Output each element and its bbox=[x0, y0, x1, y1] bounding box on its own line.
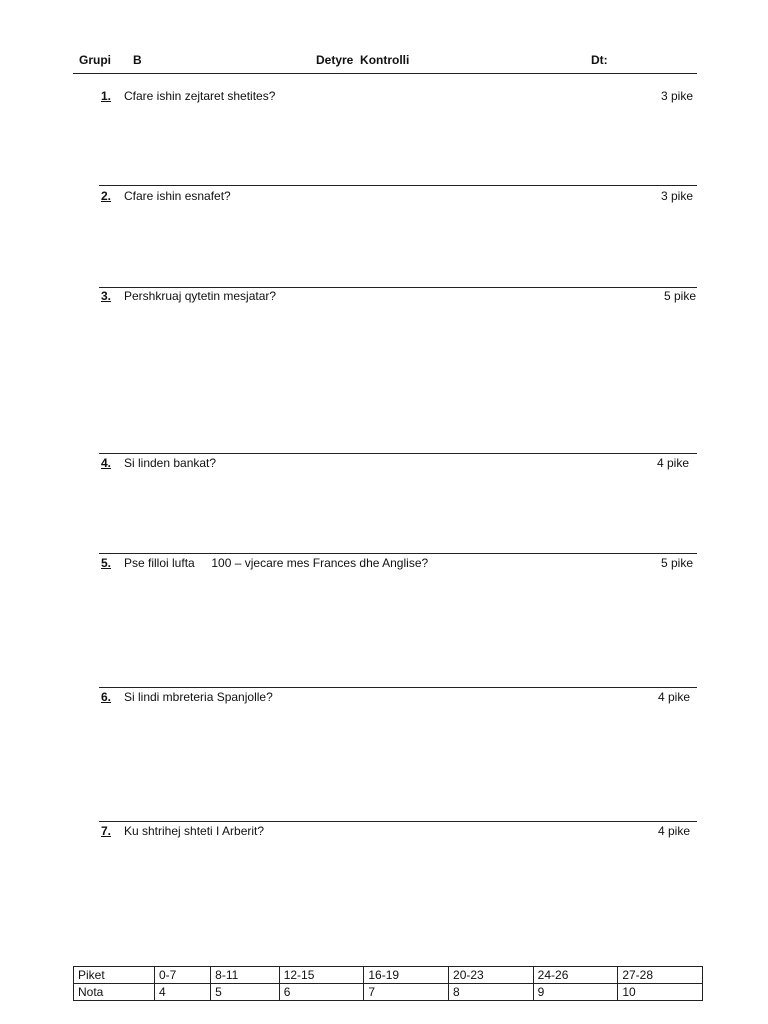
question-number: 6. bbox=[101, 690, 112, 704]
table-cell: 20-23 bbox=[449, 967, 534, 984]
question-number: 4. bbox=[101, 456, 112, 470]
table-cell: 12-15 bbox=[279, 967, 364, 984]
table-cell: 27-28 bbox=[618, 967, 703, 984]
table-cell: 24-26 bbox=[533, 967, 618, 984]
question-points: 3 pike bbox=[660, 89, 693, 103]
table-cell: Piket bbox=[74, 967, 155, 984]
table-cell: Nota bbox=[74, 984, 155, 1001]
question-text: Ku shtrihej shteti I Arberit? bbox=[124, 824, 265, 838]
question-points: 4 pike bbox=[656, 456, 689, 470]
answer-divider bbox=[99, 185, 697, 186]
question-number: 7. bbox=[101, 824, 112, 838]
answer-divider bbox=[99, 453, 697, 454]
question-number: 2. bbox=[101, 189, 112, 203]
answer-divider bbox=[99, 553, 697, 554]
question-text: Pse filloi lufta 100 – vjecare mes Frances dhe Anglise? bbox=[124, 556, 429, 570]
page-title: Detyre Kontrolli bbox=[316, 53, 410, 67]
answer-divider bbox=[99, 821, 697, 822]
question-number: 5. bbox=[101, 556, 112, 570]
question-points: 3 pike bbox=[660, 189, 693, 203]
question-number: 3. bbox=[101, 289, 112, 303]
table-cell: 8-11 bbox=[211, 967, 280, 984]
table-cell: 8 bbox=[449, 984, 534, 1001]
question-text: Si linden bankat? bbox=[124, 456, 217, 470]
date-label: Dt: bbox=[591, 53, 608, 67]
question-points: 5 pike bbox=[660, 556, 693, 570]
answer-divider bbox=[99, 287, 697, 288]
question-number: 1. bbox=[101, 89, 112, 103]
table-row bbox=[74, 967, 703, 984]
table-cell: 7 bbox=[364, 984, 449, 1001]
table-cell: 4 bbox=[155, 984, 211, 1001]
question-text: Pershkruaj qytetin mesjatar? bbox=[124, 289, 277, 303]
question-text: Cfare ishin esnafet? bbox=[124, 189, 231, 203]
group-label: Grupi bbox=[79, 53, 111, 67]
group-value: B bbox=[133, 53, 142, 67]
table-row bbox=[74, 984, 703, 1001]
question-text: Si lindi mbreteria Spanjolle? bbox=[124, 690, 273, 704]
table-cell: 9 bbox=[533, 984, 618, 1001]
table-cell: 16-19 bbox=[364, 967, 449, 984]
grade-table bbox=[73, 966, 703, 1001]
table-cell: 0-7 bbox=[155, 967, 211, 984]
table-cell: 5 bbox=[211, 984, 280, 1001]
question-text: Cfare ishin zejtaret shetites? bbox=[124, 89, 276, 103]
header-divider bbox=[73, 73, 697, 74]
answer-divider bbox=[99, 687, 697, 688]
question-points: 5 pike bbox=[663, 289, 696, 303]
question-points: 4 pike bbox=[657, 824, 690, 838]
table-cell: 6 bbox=[279, 984, 364, 1001]
table-cell: 10 bbox=[618, 984, 703, 1001]
question-points: 4 pike bbox=[657, 690, 690, 704]
